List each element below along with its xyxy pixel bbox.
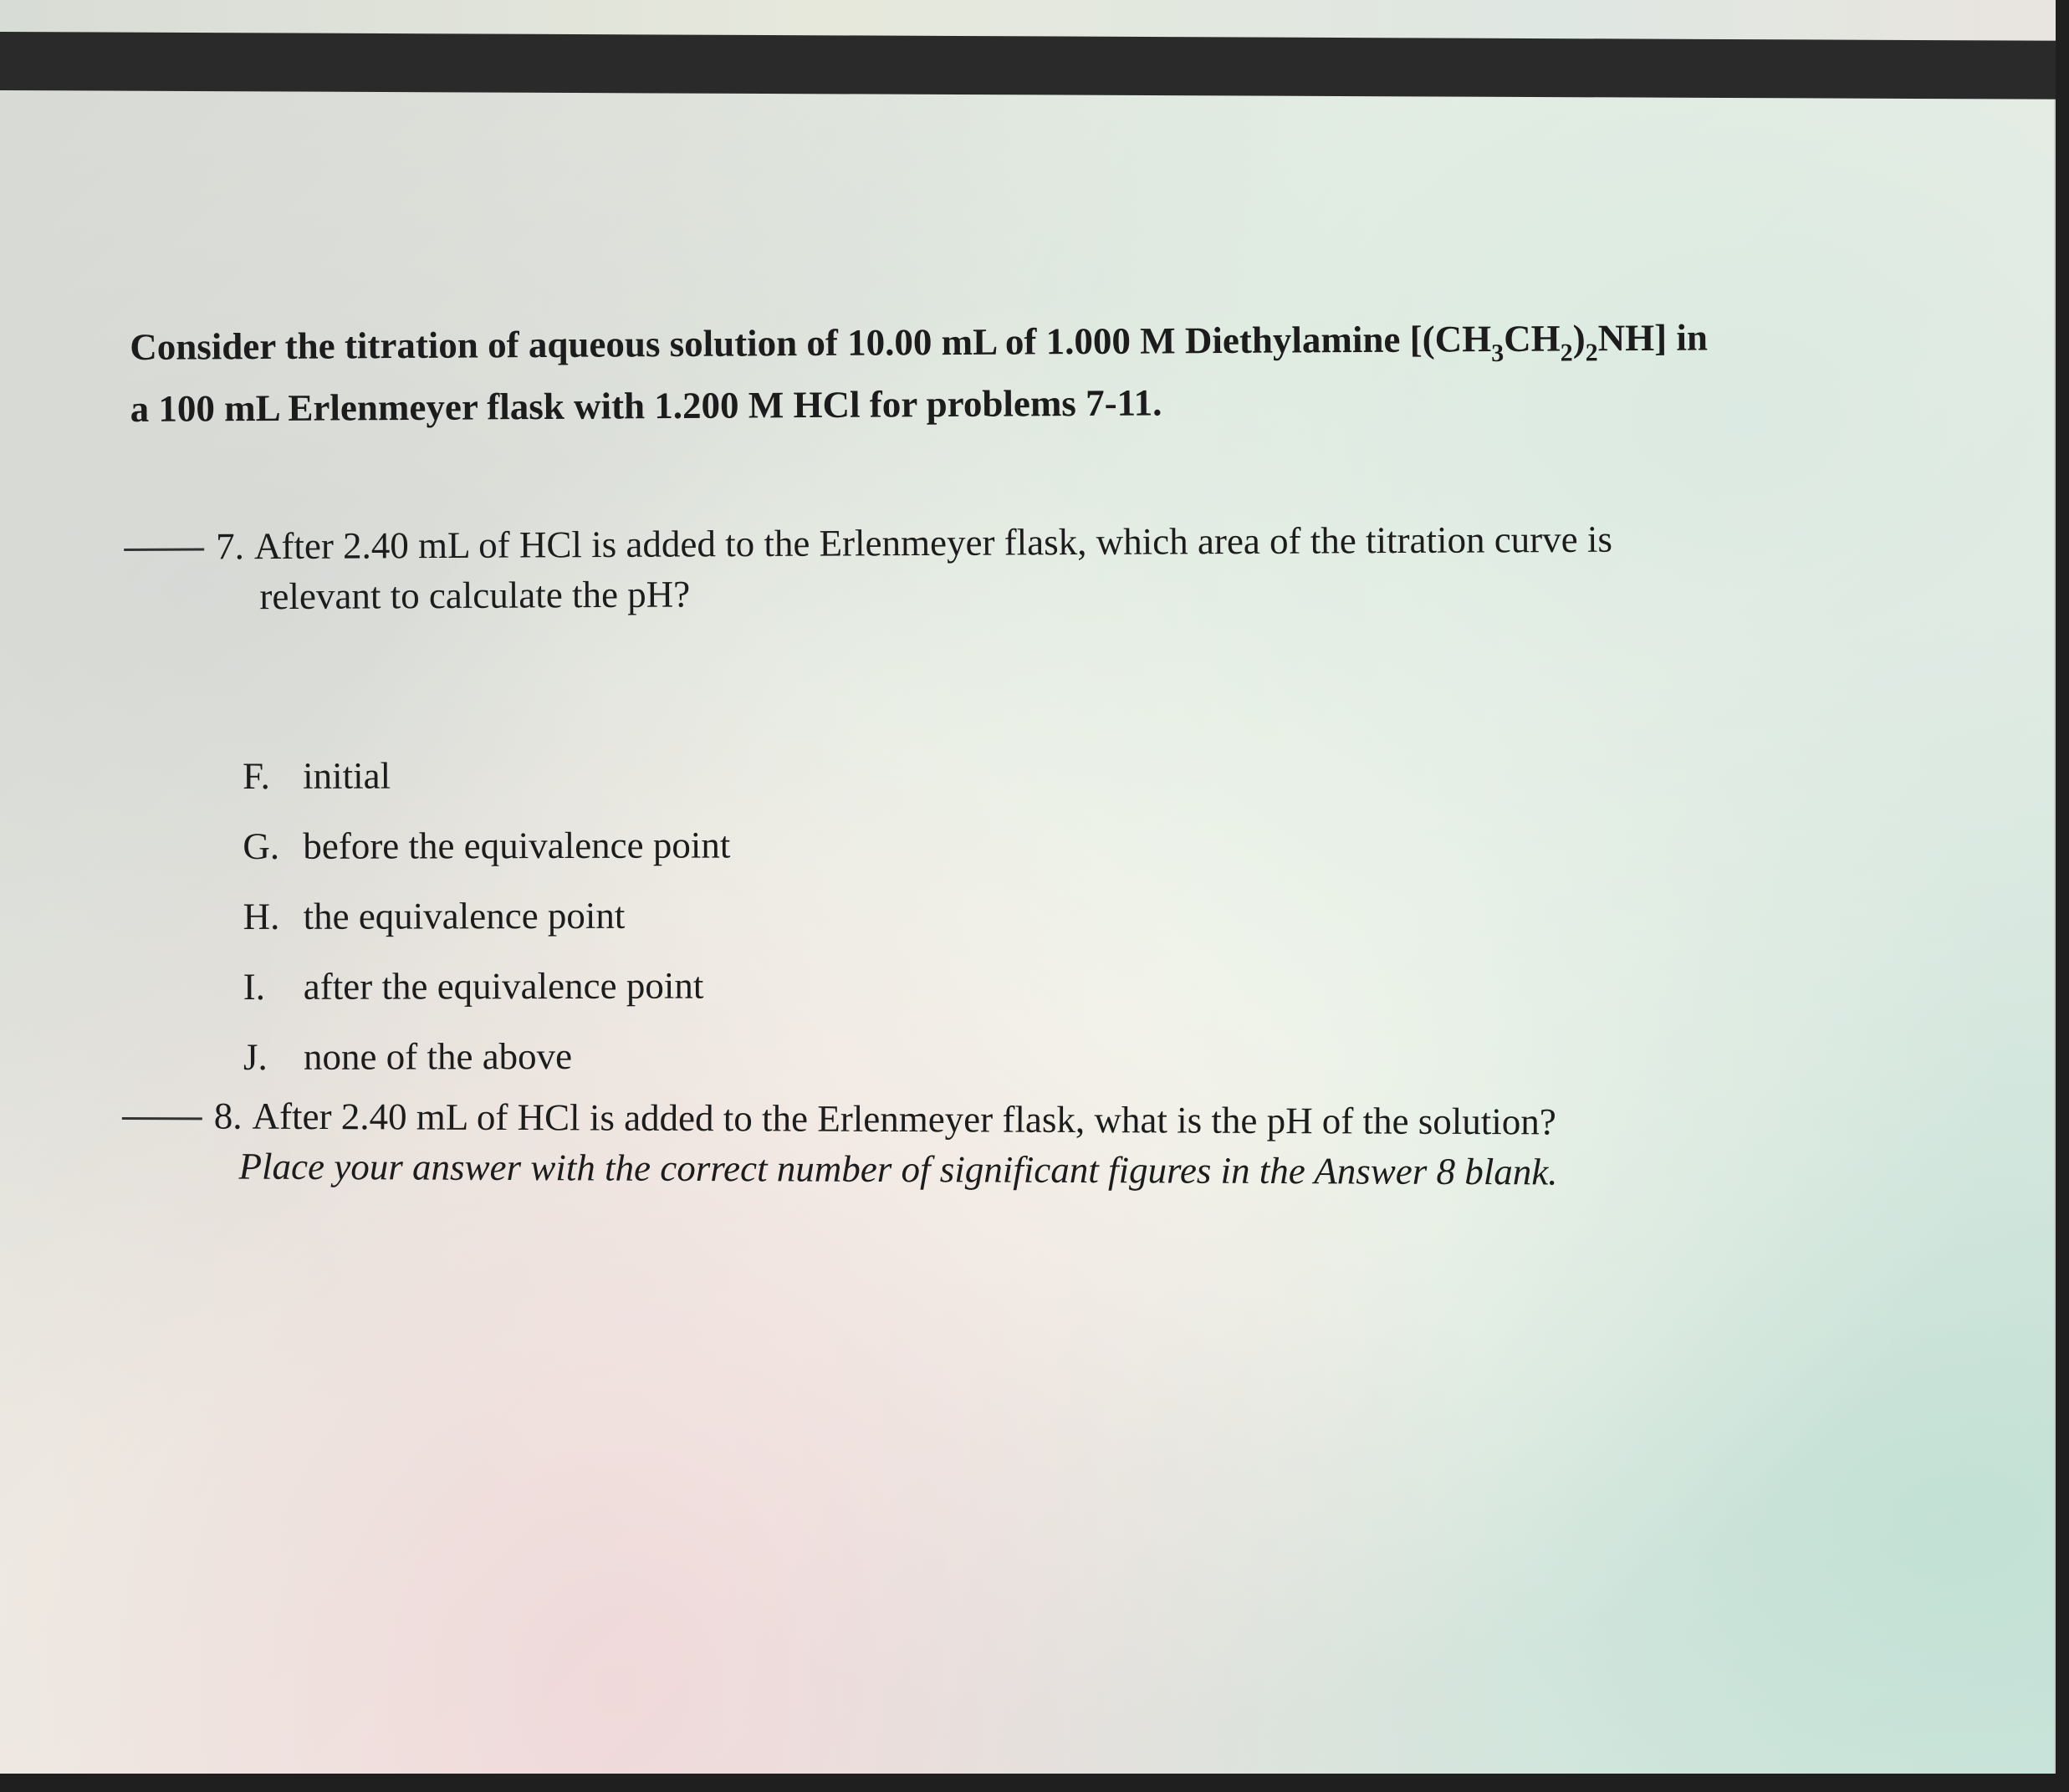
option-text: none of the above [303,1034,573,1078]
question-number: 7. [216,525,245,568]
question-8 [121,1090,1878,1198]
question-text-continued: relevant to calculate the pH? [259,573,691,618]
option-text: initial [303,754,391,797]
option-letter: H. [243,895,280,937]
option-h [243,880,730,952]
option-text: after the equivalence point [303,964,704,1008]
question-7 [124,513,1881,622]
question-text: After 2.40 mL of HCl is added to the Erlenmeyer flask, what is the pH of the solution? [252,1095,1556,1143]
option-j [243,1020,731,1092]
question-instruction: Place your answer with the correct number of significant figures in the Answer 8 blank. [238,1145,1558,1193]
monitor-bezel-bottom [0,1774,2069,1792]
problem-intro [130,305,1887,440]
option-f [243,739,730,811]
option-letter: F. [243,754,270,797]
question-number: 8. [213,1095,243,1137]
answer-options [243,739,731,1092]
option-letter: J. [243,1035,268,1078]
option-text: the equivalence point [303,894,626,937]
monitor-bezel-top [0,32,2069,100]
answer-blank-7[interactable] [124,547,204,551]
question-text: After 2.40 mL of HCl is added to the Erlenmeyer flask, which area of the titration curve is [253,518,1613,568]
document [0,80,2054,1774]
option-g [243,809,730,881]
intro-line-2: a 100 mL Erlenmeyer flask with 1.200 M HCl for problems 7-11. [130,381,1162,430]
option-text: before the equivalence point [303,824,731,867]
option-letter: I. [243,965,266,1008]
option-letter: G. [243,825,280,867]
screen [0,80,2054,1774]
intro-line-1: Consider the titration of aqueous solution of 10.00 mL of 1.000 M Diethylamine $[(CH_3CH_2)_2NH]$ in [130,316,1709,368]
answer-blank-8[interactable] [122,1116,202,1120]
monitor-bezel-right [2056,0,2069,1792]
option-i [243,950,731,1022]
